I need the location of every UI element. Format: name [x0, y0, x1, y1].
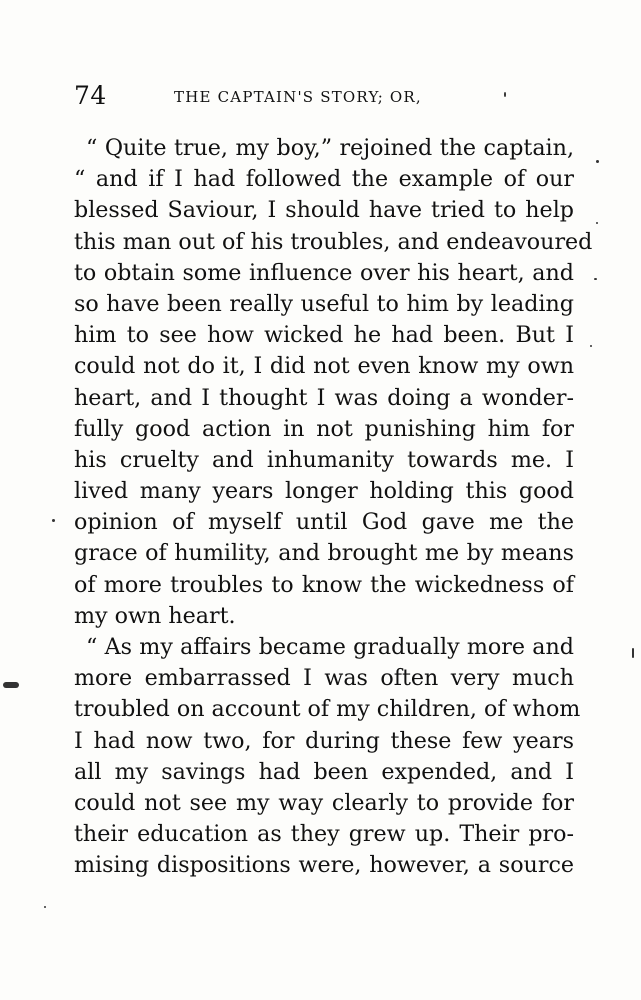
text-line: their education as they grew up. Their pro-	[74, 821, 574, 848]
running-title: THE CAPTAIN'S STORY; OR,	[174, 88, 422, 106]
text-line: I had now two, for during these few years	[74, 727, 574, 754]
scan-speck	[632, 648, 634, 658]
text-line: of more troubles to know the wickedness of	[74, 571, 574, 598]
text-line: “ As my affairs became gradually more and	[86, 634, 574, 660]
text-line: heart, and I thought I was doing a wonder-	[74, 384, 574, 411]
text-line: opinion of myself until God gave me the	[74, 509, 574, 536]
scan-speck	[594, 278, 597, 280]
scan-speck	[52, 519, 55, 522]
text-line: grace of humility, and brought me by means	[74, 540, 574, 567]
scan-speck	[596, 160, 599, 163]
scan-speck	[596, 222, 598, 224]
text-line: more embarrassed I was often very much	[74, 665, 574, 692]
scan-speck	[590, 345, 592, 347]
text-line: mising dispositions were, however, a source	[74, 852, 574, 879]
text-line: “ and if I had followed the example of our	[74, 166, 574, 193]
text-line: him to see how wicked he had been. But I	[74, 322, 574, 349]
text-line: to obtain some influence over his heart, and	[74, 259, 574, 286]
text-line: could not see my way clearly to provide for	[74, 789, 574, 816]
text-line: his cruelty and inhumanity towards me. I	[74, 446, 574, 473]
scan-speck	[44, 906, 46, 908]
text-line: blessed Saviour, I should have tried to help	[74, 197, 574, 224]
text-line: so have been really useful to him by leading	[74, 290, 574, 317]
text-line: troubled on account of my children, of whom	[74, 696, 581, 723]
scan-speck	[504, 92, 506, 97]
text-line: this man out of his troubles, and endeavoured	[74, 228, 593, 255]
page-header	[74, 80, 574, 112]
text-line: all my savings had been expended, and I	[74, 758, 574, 785]
page-number: 74	[74, 81, 107, 110]
text-line: fully good action in not punishing him for	[74, 415, 574, 442]
body-text	[74, 133, 593, 882]
scan-speck	[3, 682, 19, 688]
text-line: could not do it, I did not even know my own	[74, 353, 574, 380]
text-line: my own heart.	[74, 602, 236, 629]
text-line: “ Quite true, my boy,” rejoined the captain,	[86, 135, 574, 161]
text-line: lived many years longer holding this good	[74, 478, 574, 505]
